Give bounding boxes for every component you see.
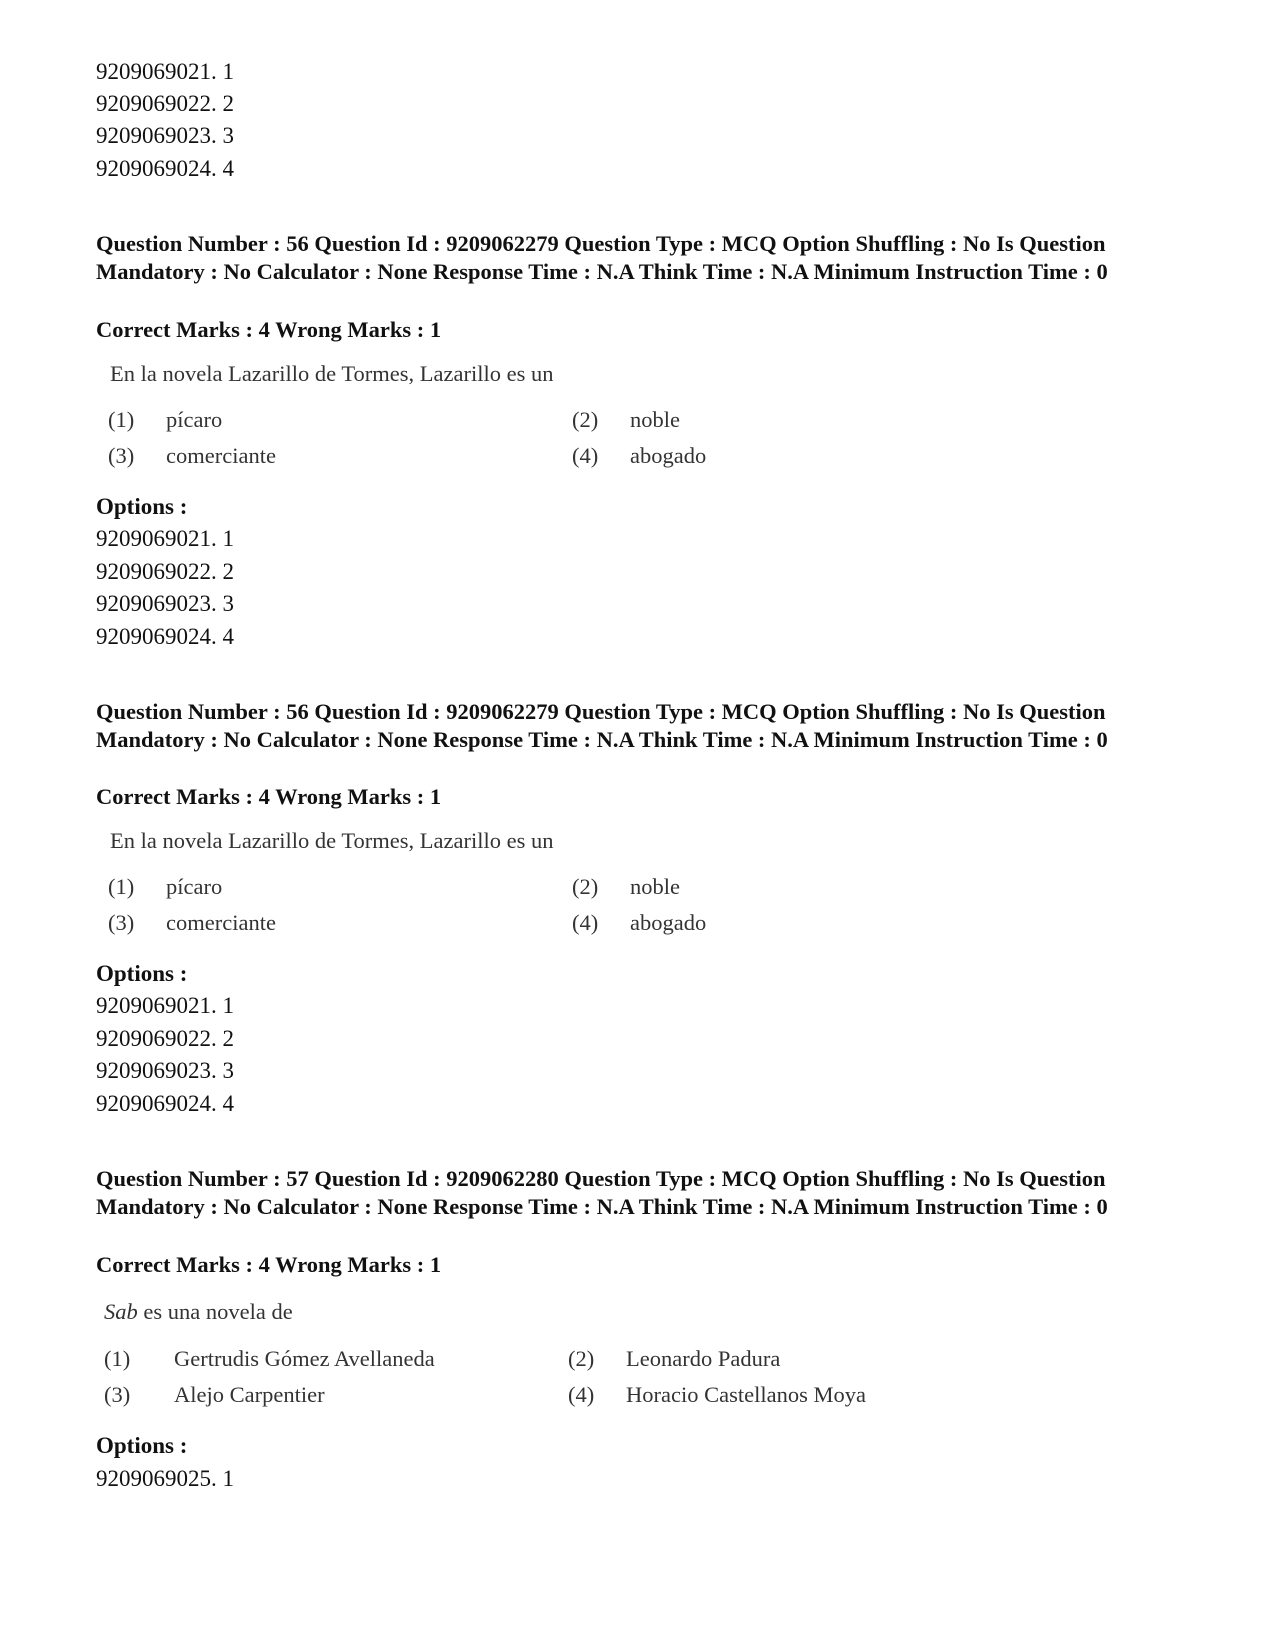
choice-4: [572, 442, 706, 470]
choice-number: (1): [104, 1346, 131, 1371]
choice-text: abogado: [630, 443, 707, 468]
option-line: 9209069021. 1: [96, 526, 234, 551]
question-text-italic: Sab: [104, 1299, 138, 1324]
choice-number: (4): [568, 1382, 595, 1407]
choice-2: [568, 1345, 780, 1373]
choice-3: [104, 1381, 325, 1409]
option-line: 9209069024. 4: [96, 156, 234, 181]
choice-1: [108, 873, 222, 901]
choice-1: [104, 1345, 435, 1373]
question-text: [104, 1298, 293, 1326]
option-line: 9209069021. 1: [96, 59, 234, 84]
choice-number: (2): [572, 407, 599, 432]
choice-2: [572, 406, 680, 434]
choice-text: Horacio Castellanos Moya: [626, 1382, 866, 1407]
option-line: 9209069021. 1: [96, 993, 234, 1018]
choice-number: (4): [572, 443, 599, 468]
choice-text: Alejo Carpentier: [174, 1382, 325, 1407]
choice-text: Leonardo Padura: [626, 1346, 781, 1371]
marks-line: Correct Marks : 4 Wrong Marks : 1: [96, 317, 442, 342]
choice-text: pícaro: [166, 874, 223, 899]
choice-number: (1): [108, 874, 135, 899]
option-line: 9209069023. 3: [96, 123, 234, 148]
options-label: Options :: [96, 1433, 188, 1458]
option-line: 9209069022. 2: [96, 91, 234, 116]
choice-number: (3): [108, 910, 135, 935]
option-line: 9209069023. 3: [96, 1058, 234, 1083]
choice-number: (2): [568, 1346, 595, 1371]
option-line: 9209069024. 4: [96, 1091, 234, 1116]
choice-3: [108, 442, 276, 470]
question-text: En la novela Lazarillo de Tormes, Lazarillo es un: [110, 361, 554, 386]
option-line: 9209069024. 4: [96, 624, 234, 649]
choice-text: noble: [630, 407, 680, 432]
choice-1: [108, 406, 222, 434]
choice-4: [572, 909, 706, 937]
question-text: En la novela Lazarillo de Tormes, Lazarillo es un: [110, 828, 554, 853]
choice-text: pícaro: [166, 407, 223, 432]
choice-text: abogado: [630, 910, 707, 935]
choice-text: Gertrudis Gómez Avellaneda: [174, 1346, 435, 1371]
option-line: 9209069022. 2: [96, 559, 234, 584]
choice-number: (4): [572, 910, 599, 935]
option-line: 9209069025. 1: [96, 1466, 234, 1491]
choice-number: (3): [108, 443, 135, 468]
options-label: Options :: [96, 494, 188, 519]
choice-4: [568, 1381, 866, 1409]
option-line: 9209069022. 2: [96, 1026, 234, 1051]
marks-line: Correct Marks : 4 Wrong Marks : 1: [96, 784, 442, 809]
choice-2: [572, 873, 680, 901]
choice-number: (3): [104, 1382, 131, 1407]
options-label: Options :: [96, 961, 188, 986]
question-meta: Question Number : 56 Question Id : 9209062279 Question Type : MCQ Option Shuffling : No Is Question Mandatory : No Calculator : None Response Time : N.A Think Time : N.A Minimum Instruction Time : 0: [96, 699, 1108, 752]
option-line: 9209069023. 3: [96, 591, 234, 616]
question-meta: Question Number : 56 Question Id : 9209062279 Question Type : MCQ Option Shuffling : No Is Question Mandatory : No Calculator : None Response Time : N.A Think Time : N.A Minimum Instruction Time : 0: [96, 231, 1108, 284]
question-meta: Question Number : 57 Question Id : 9209062280 Question Type : MCQ Option Shuffling : No Is Question Mandatory : No Calculator : None Response Time : N.A Think Time : N.A Minimum Instruction Time : 0: [96, 1166, 1108, 1219]
choice-text: comerciante: [166, 443, 276, 468]
choice-text: noble: [630, 874, 680, 899]
choice-number: (1): [108, 407, 135, 432]
question-text-rest: es una novela de: [137, 1299, 293, 1324]
choice-number: (2): [572, 874, 599, 899]
marks-line: Correct Marks : 4 Wrong Marks : 1: [96, 1252, 442, 1277]
choice-text: comerciante: [166, 910, 276, 935]
choice-3: [108, 909, 276, 937]
